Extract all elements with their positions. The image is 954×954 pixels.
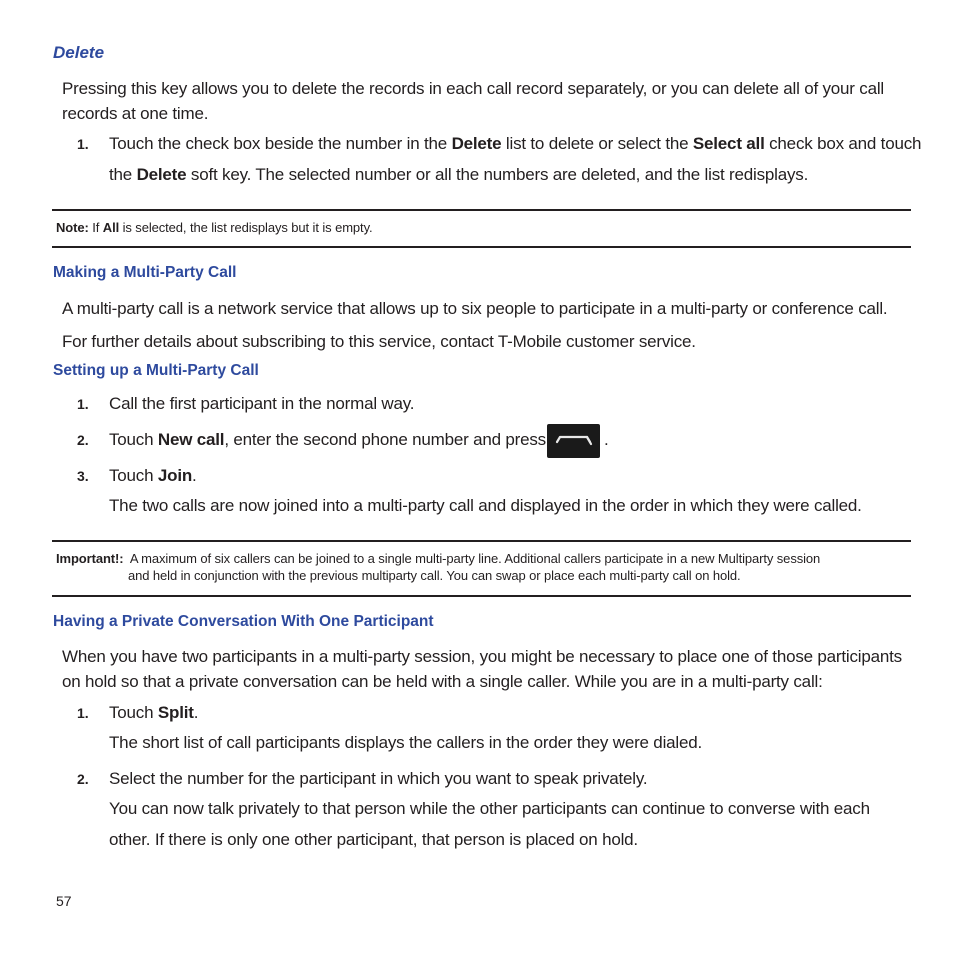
bold-term-delete: Delete bbox=[451, 134, 502, 153]
bold-term-split: Split bbox=[157, 703, 194, 722]
delete-step1-line1 bbox=[109, 134, 921, 154]
delete-heading: Delete bbox=[53, 43, 105, 62]
note-text bbox=[56, 220, 373, 235]
private-step2-number: 2. bbox=[77, 771, 89, 787]
phone-handset-icon bbox=[547, 424, 600, 458]
multiparty-heading: Making a Multi-Party Call bbox=[53, 264, 237, 281]
private-step2-detail-line2: other. If there is only one other participant, that person is placed on hold. bbox=[109, 830, 638, 849]
setup-step2-period: . bbox=[604, 430, 609, 449]
important-label: Important!: bbox=[56, 551, 124, 566]
text-run: Touch bbox=[109, 430, 158, 449]
text-run: . bbox=[192, 466, 197, 485]
setup-step1-text: Call the first participant in the normal way. bbox=[109, 394, 415, 413]
text-run: list to delete or select the bbox=[501, 134, 693, 153]
important-bottom-rule bbox=[52, 595, 911, 597]
private-step1-number: 1. bbox=[77, 705, 89, 721]
private-step2-detail-line1: You can now talk privately to that person while the other participants can continue to converse with each bbox=[109, 799, 870, 818]
page-number: 57 bbox=[56, 893, 72, 909]
text-run: Touch bbox=[109, 703, 158, 722]
bold-term-select-all: Select all bbox=[692, 134, 765, 153]
multiparty-para2: For further details about subscribing to this service, contact T-Mobile customer service. bbox=[62, 332, 696, 351]
setup-step1-number: 1. bbox=[77, 396, 89, 412]
text-run: the bbox=[109, 165, 137, 184]
important-line2: and held in conjunction with the previous multiparty call. You can swap or place each multi-party call on hold. bbox=[128, 568, 741, 583]
important-line1 bbox=[56, 551, 820, 566]
private-heading: Having a Private Conversation With One Participant bbox=[53, 613, 434, 630]
private-step1-detail: The short list of call participants displays the callers in the order they were dialed. bbox=[109, 733, 703, 752]
text-run: . bbox=[193, 703, 199, 722]
setup-step2-text bbox=[109, 430, 546, 450]
note-label: Note: bbox=[56, 220, 89, 235]
text-run: Touch bbox=[109, 466, 158, 485]
setup-heading: Setting up a Multi-Party Call bbox=[53, 362, 259, 379]
setup-step3-text bbox=[109, 466, 197, 486]
text-run: A maximum of six callers can be joined to a single multi-party line. Additional callers participate in a new Multiparty session bbox=[129, 551, 821, 566]
text-run: , enter the second phone number and press bbox=[224, 430, 546, 449]
private-para-line2: on hold so that a private conversation can be held with a single caller. While you are in a multi-party call: bbox=[62, 672, 823, 691]
text-run: soft key. The selected number or all the numbers are deleted, and the list redisplays. bbox=[186, 165, 809, 184]
bold-term-new-call: New call bbox=[157, 430, 225, 449]
delete-intro-line1: Pressing this key allows you to delete the records in each call record separately, or you can delete all of your call bbox=[62, 79, 885, 98]
bold-term-all: All bbox=[102, 220, 120, 235]
text-run: If bbox=[88, 220, 103, 235]
setup-step3-detail: The two calls are now joined into a multi-party call and displayed in the order in which they were called. bbox=[109, 496, 862, 515]
delete-step1-number: 1. bbox=[77, 136, 89, 152]
call-send-key-icon bbox=[547, 424, 600, 458]
bold-term-delete: Delete bbox=[136, 165, 187, 184]
bold-term-join: Join bbox=[157, 466, 193, 485]
important-top-rule bbox=[52, 540, 911, 542]
private-step1-text bbox=[109, 703, 198, 723]
note-top-rule bbox=[52, 209, 911, 211]
text-run: Touch the check box beside the number in the bbox=[109, 134, 452, 153]
text-run: is selected, the list redisplays but it is empty. bbox=[119, 220, 373, 235]
delete-intro-line2: records at one time. bbox=[62, 104, 209, 123]
delete-step1-line2 bbox=[109, 165, 808, 185]
private-para-line1: When you have two participants in a multi-party session, you might be necessary to place one of those participants bbox=[62, 647, 902, 666]
multiparty-para1: A multi-party call is a network service that allows up to six people to participate in a multi-party or conference call. bbox=[62, 299, 888, 318]
private-step2-text: Select the number for the participant in which you want to speak privately. bbox=[109, 769, 648, 788]
note-bottom-rule bbox=[52, 246, 911, 248]
text-run: check box and touch bbox=[764, 134, 922, 153]
setup-step2-number: 2. bbox=[77, 432, 89, 448]
setup-step3-number: 3. bbox=[77, 468, 89, 484]
